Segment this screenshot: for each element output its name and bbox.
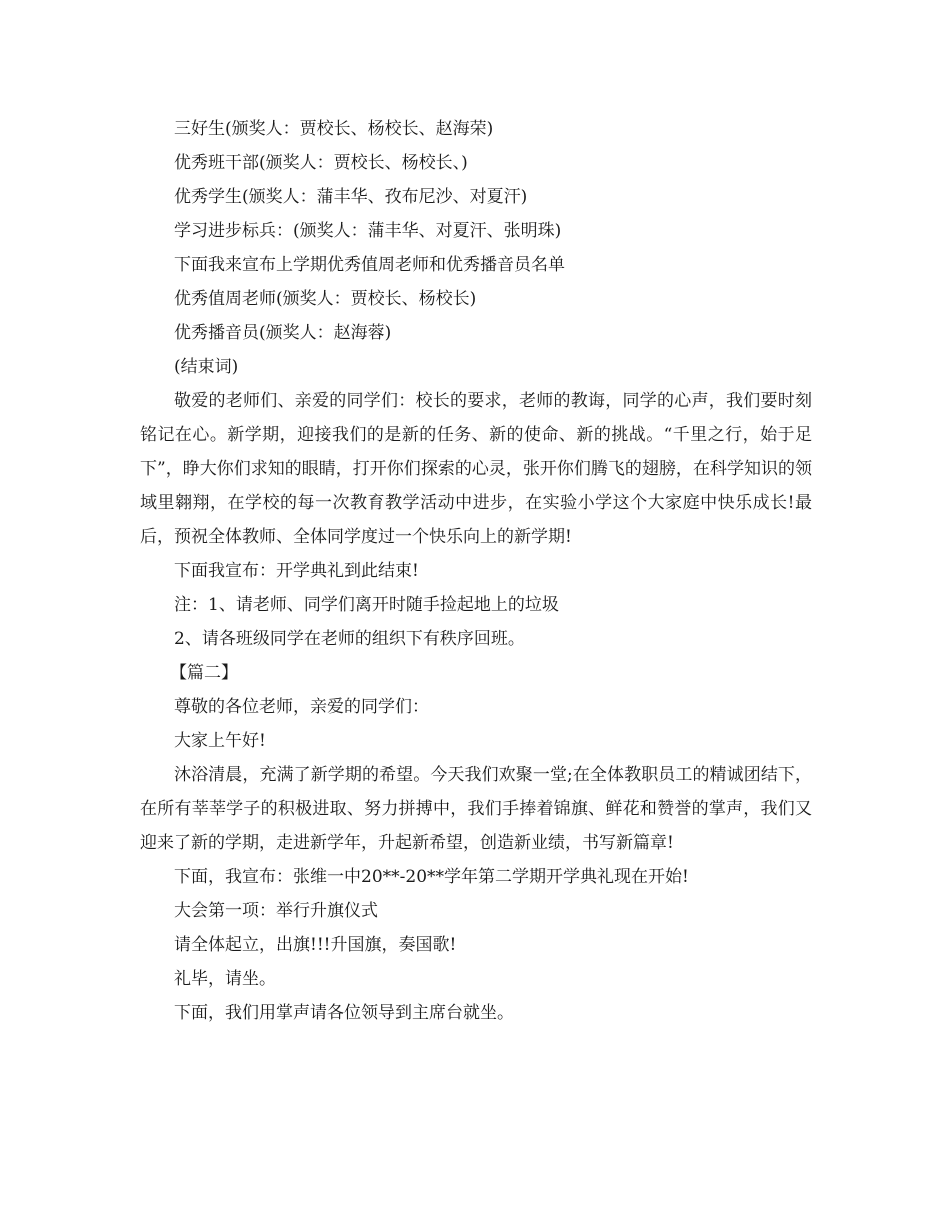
document-body xyxy=(140,112,812,1030)
announcement-line: 下面我来宣布上学期优秀值周老师和优秀播音员名单 xyxy=(174,255,565,275)
announcement-line: 下面，我宣布：张维一中20**-20**学年第二学期开学典礼现在开始! xyxy=(174,867,689,887)
note-line: 注：1、请老师、同学们离开时随手捡起地上的垃圾 xyxy=(174,595,559,615)
award-line: 优秀值周老师(颁奖人：贾校长、杨校长) xyxy=(174,289,477,309)
agenda-line: 大会第一项：举行升旗仪式 xyxy=(174,901,378,921)
award-line: 优秀学生(颁奖人：蒲丰华、孜布尼沙、对夏汗) xyxy=(174,187,528,207)
agenda-line: 请全体起立，出旗!!!升国旗，奏国歌! xyxy=(174,935,457,955)
closing-paragraph: 敬爱的老师们、亲爱的同学们：校长的要求，老师的教诲，同学的心声，我们要时刻铭记在心。新学期，迎接我们的是新的任务、新的使命、新的挑战。“千里之行，始于足下”，睁大你们求知的眼睛，打开你们探索的心灵，张开你们腾飞的翅膀，在科学知识的领域里翱翔，在学校的每一次教育教学活动中进步，在实验小学这个大家庭中快乐成长!最后，预祝全体教师、全体同学度过一个快乐向上的新学期! xyxy=(140,391,812,547)
greeting-line: 大家上午好! xyxy=(174,731,266,751)
agenda-line: 下面，我们用掌声请各位领导到主席台就坐。 xyxy=(174,1003,514,1023)
agenda-line: 礼毕，请坐。 xyxy=(174,969,276,989)
award-line: 三好生(颁奖人：贾校长、杨校长、赵海荣) xyxy=(174,119,494,139)
note-line: 2、请各班级同学在老师的组织下有秩序回班。 xyxy=(174,629,525,649)
award-line: 优秀班干部(颁奖人：贾校长、杨校长、) xyxy=(174,153,468,173)
closing-label: (结束词) xyxy=(174,357,239,377)
opening-paragraph: 沐浴清晨，充满了新学期的希望。今天我们欢聚一堂;在全体教职员工的精诚团结下，在所有莘莘学子的积极进取、努力拼搏中，我们手捧着锦旗、鲜花和赞誉的掌声，我们又迎来了新的学期，走进新学年，升起新希望，创造新业绩，书写新篇章! xyxy=(140,765,812,853)
award-line: 优秀播音员(颁奖人：赵海蓉) xyxy=(174,323,392,343)
award-line: 学习进步标兵：(颁奖人：蒲丰华、对夏汗、张明珠) xyxy=(174,221,562,241)
salutation-line: 尊敬的各位老师，亲爱的同学们： xyxy=(174,697,429,717)
section-heading: 【篇二】 xyxy=(170,663,238,683)
announcement-line: 下面我宣布：开学典礼到此结束! xyxy=(174,561,419,581)
